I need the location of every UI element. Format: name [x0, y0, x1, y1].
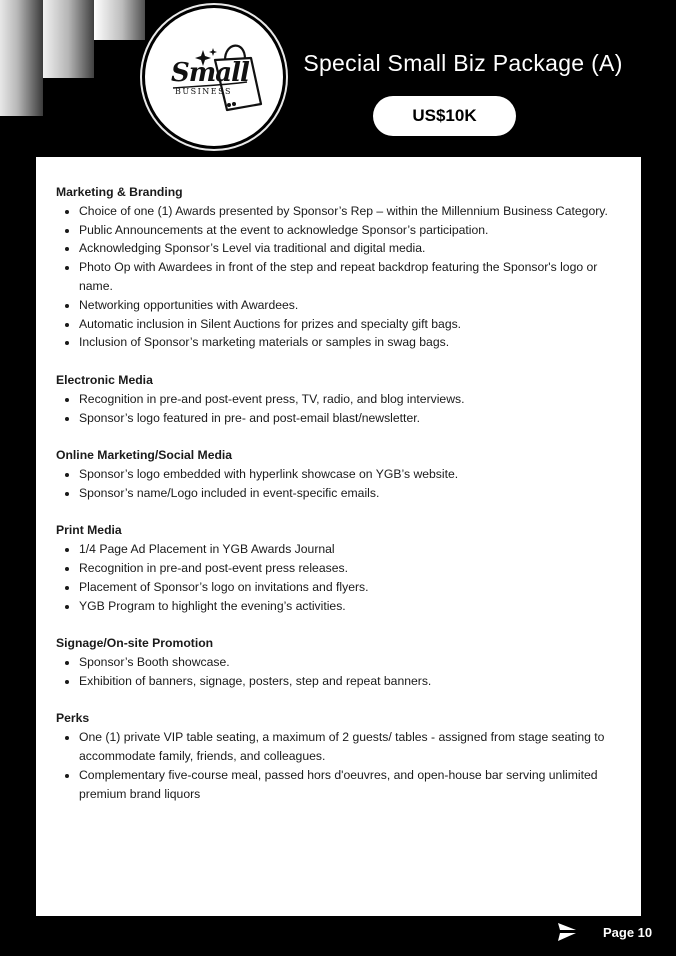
logo-subtext: BUSINESS — [175, 87, 232, 96]
list-item: • Recognition in pre-and post-event press releases. — [79, 559, 625, 578]
section-title: Marketing & Branding — [56, 185, 183, 199]
list-item: • YGB Program to highlight the evening’s activities. — [79, 597, 625, 616]
list-item: • Sponsor’s Booth showcase. — [79, 653, 625, 672]
section-title: Print Media — [56, 523, 122, 538]
list-item: • Inclusion of Sponsor’s marketing materials or samples in swag bags. — [79, 333, 625, 352]
section-electronic-media — [56, 371, 625, 427]
list-item: • Recognition in pre-and post-event press, TV, radio, and blog interviews. — [79, 390, 625, 409]
section-title: Signage/On-site Promotion — [56, 636, 214, 651]
bullet-list — [56, 653, 625, 691]
section-online-marketing — [56, 446, 625, 502]
decorative-block-right — [94, 0, 145, 40]
page-title: Special Small Biz Package (A) — [303, 50, 623, 76]
list-item: • Sponsor’s name/Logo included in event-specific emails. — [79, 484, 625, 503]
bullet-list — [56, 728, 625, 803]
bullet-list — [56, 202, 625, 352]
bullet-list — [56, 465, 625, 503]
list-item: • Complementary five-course meal, passed hors d'oeuvres, and open-house bar serving unlimited premium brand liquors — [79, 766, 625, 804]
list-item: • Exhibition of banners, signage, posters, step and repeat banners. — [79, 672, 625, 691]
list-item: • Placement of Sponsor’s logo on invitations and flyers. — [79, 578, 625, 597]
section-print-media — [56, 521, 625, 615]
list-item: • 1/4 Page Ad Placement in YGB Awards Journal — [79, 540, 625, 559]
list-item: • Acknowledging Sponsor’s Level via traditional and digital media. — [79, 239, 625, 258]
section-title: Electronic Media — [56, 372, 153, 387]
decorative-block-middle — [43, 0, 94, 78]
section-title: Perks — [56, 711, 90, 726]
list-item: • Photo Op with Awardees in front of the step and repeat backdrop featuring the Sponsor's logo or name. — [79, 258, 625, 296]
logo-wordmark: Small — [171, 58, 249, 88]
page-number: Page 10 — [603, 925, 653, 940]
list-item: • Networking opportunities with Awardees. — [79, 296, 625, 315]
list-item: • Public Announcements at the event to acknowledge Sponsor’s participation. — [79, 221, 625, 240]
decorative-block-left — [0, 0, 43, 116]
section-title: Online Marketing/Social Media — [56, 448, 233, 463]
bullet-list — [56, 390, 625, 428]
chevron-arrow-icon — [556, 922, 578, 942]
section-signage — [56, 634, 625, 690]
list-item: • Sponsor’s logo featured in pre- and post-email blast/newsletter. — [79, 409, 625, 428]
section-perks — [56, 709, 625, 803]
list-item: • Choice of one (1) Awards presented by Sponsor’s Rep – within the Millennium Business Category. — [79, 202, 625, 221]
bullet-list — [56, 540, 625, 615]
section-marketing-branding — [56, 183, 625, 352]
list-item: • Automatic inclusion in Silent Auctions for prizes and specialty gift bags. — [79, 315, 625, 334]
list-item: • One (1) private VIP table seating, a maximum of 2 guests/ tables - assigned from stage seating to accommodate family, friends, and colleagues. — [79, 728, 625, 766]
price-badge: US$10K — [373, 96, 516, 136]
list-item: • Sponsor’s logo embedded with hyperlink showcase on YGB’s website. — [79, 465, 625, 484]
package-details-panel — [36, 157, 641, 916]
small-business-logo — [145, 8, 283, 146]
